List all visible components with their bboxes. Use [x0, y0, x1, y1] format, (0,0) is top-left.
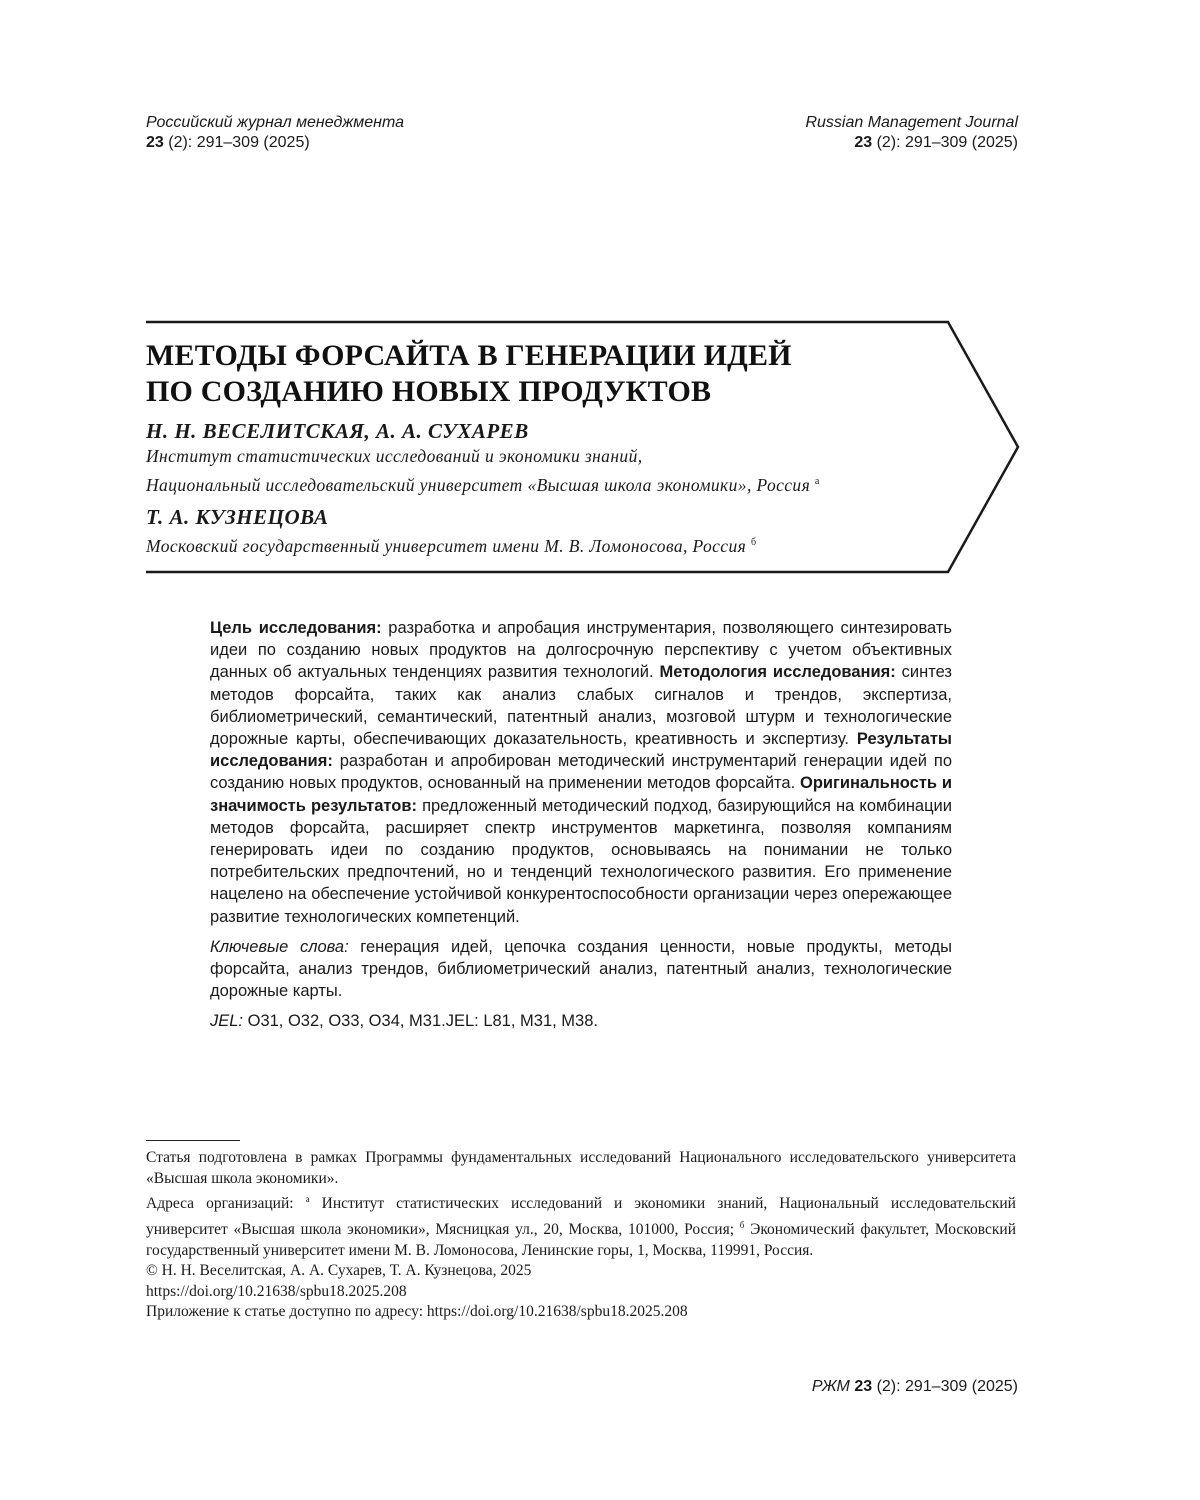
article-title-block	[146, 338, 966, 559]
issue-info-en	[854, 134, 1018, 151]
abstract-body	[210, 617, 952, 928]
article-title-line-1: МЕТОДЫ ФОРСАЙТА В ГЕНЕРАЦИИ ИДЕЙ	[146, 339, 792, 372]
journal-name-ru: Российский журнал менеджмента	[146, 114, 405, 131]
affiliation-mark-b: б	[750, 536, 757, 548]
article-title-line-2: ПО СОЗДАНИЮ НОВЫХ ПРОДУКТОВ	[146, 375, 712, 408]
issue-info-ru	[146, 134, 310, 151]
affiliation-line-2: Национальный исследовательский университет «Высшая школа экономики», Россия	[146, 474, 811, 495]
footer-volume: 23	[854, 1378, 873, 1395]
volume-number: 23	[146, 134, 164, 151]
methodology-text: синтез методов форсайта, таких как анализ слабых сигналов и трендов, экспертиза, библиометрический, семантический, патентный анализ, мозговой штурм и технологические дорожные карты, обеспечивающих доказательность, креативность и экспертизу.	[210, 663, 953, 749]
jel-codes	[210, 1010, 952, 1032]
running-header-right	[805, 113, 1018, 153]
jel-label: JEL:	[210, 1012, 244, 1031]
address-a: Институт статистических исследований и экономики знаний, Национальный исследовательский университет «Высшая школа экономики», Мясницкая ул., 20, Москва, 101000, Россия;	[146, 1195, 1016, 1239]
originality-text: предложенный методический подход, базирующийся на комбинации методов форсайта, расширяет спектр инструментов маркетинга, позволяя компаниям генерировать идеи по созданию продуктов, основываясь на понимании не только потребительских предпочтений, но и тенденций технологического развития. Его применение нацелено на обеспечение устойчивой конкурентоспособности организации через опережающее развитие технологических компетенций.	[210, 796, 952, 926]
affiliation-mark-a: а	[814, 476, 820, 487]
goal-text: разработка и апробация инструментария, позволяющего синтезировать идеи по созданию новых продуктов на долгосрочную перспективу с учетом объективных данных об актуальных тенденциях развития технологий.	[210, 619, 952, 682]
affiliation-group-1	[146, 444, 966, 498]
keywords	[210, 936, 952, 1003]
issue-pages: (2): 291–309 (2025)	[163, 134, 310, 151]
originality-label: Оригинальность и значимость результатов:	[210, 774, 952, 815]
address-mark-a: а	[305, 1194, 310, 1205]
affiliation-group-2	[146, 530, 966, 559]
page-footer	[812, 1377, 1018, 1397]
results-text: разработан и апробирован методический инструментарий генерации идей по созданию новых продуктов, основанный на применении методов форсайта.	[210, 752, 952, 793]
funding-note: Статья подготовлена в рамках Программы фундаментальных исследований Национального исследовательского университета «Высшая школа экономики».	[146, 1149, 1016, 1187]
jel-text: O31, O32, O33, O34, M31.JEL: L81, M31, M38.	[243, 1012, 598, 1031]
issue-pages: (2): 291–309 (2025)	[872, 134, 1018, 151]
addresses-note	[146, 1189, 1016, 1261]
footnote-rule	[146, 1140, 240, 1141]
results-label: Результаты исследования:	[210, 730, 952, 771]
author-names-group-2: Т. А. КУЗНЕЦОВА	[146, 504, 329, 529]
address-b: Экономический факультет, Московский государственный университет имени М. В. Ломоносова, Ленинские горы, 1, Москва, 119991, Россия.	[146, 1221, 1016, 1259]
doi-link[interactable]: https://doi.org/10.21638/spbu18.2025.208	[146, 1282, 407, 1300]
keywords-text: генерация идей, цепочка создания ценности, новые продукты, методы форсайта, анализ трендов, библиометрический анализ, патентный анализ, технологические дорожные карты.	[210, 937, 952, 1001]
journal-abbreviation: РЖМ	[811, 1378, 850, 1395]
abstract	[210, 617, 952, 1033]
volume-number: 23	[854, 134, 873, 151]
affiliation-line: Московский государственный университет имени М. В. Ломоносова, Россия	[146, 535, 747, 556]
methodology-label: Методология исследования:	[659, 663, 896, 682]
running-header-left	[146, 113, 404, 153]
keywords-label: Ключевые слова:	[210, 937, 349, 956]
addresses-prefix: Адреса организаций:	[146, 1195, 306, 1213]
appendix-note[interactable]: Приложение к статье доступно по адресу: https://doi.org/10.21638/spbu18.2025.208	[146, 1303, 688, 1321]
affiliation-line-1: Институт статистических исследований и экономики знаний,	[146, 446, 643, 466]
goal-label: Цель исследования:	[210, 619, 382, 637]
journal-name-en: Russian Management Journal	[805, 114, 1018, 131]
copyright: © Н. Н. Веселитская, А. А. Сухарев, Т. А. Кузнецова, 2025	[146, 1262, 532, 1280]
footer-issue: (2): 291–309 (2025)	[872, 1378, 1018, 1395]
author-names-group-1: Н. Н. ВЕСЕЛИТСКАЯ, А. А. СУХАРЕВ	[146, 419, 529, 443]
address-mark-b: б	[739, 1219, 745, 1230]
footnotes	[146, 1148, 1016, 1323]
